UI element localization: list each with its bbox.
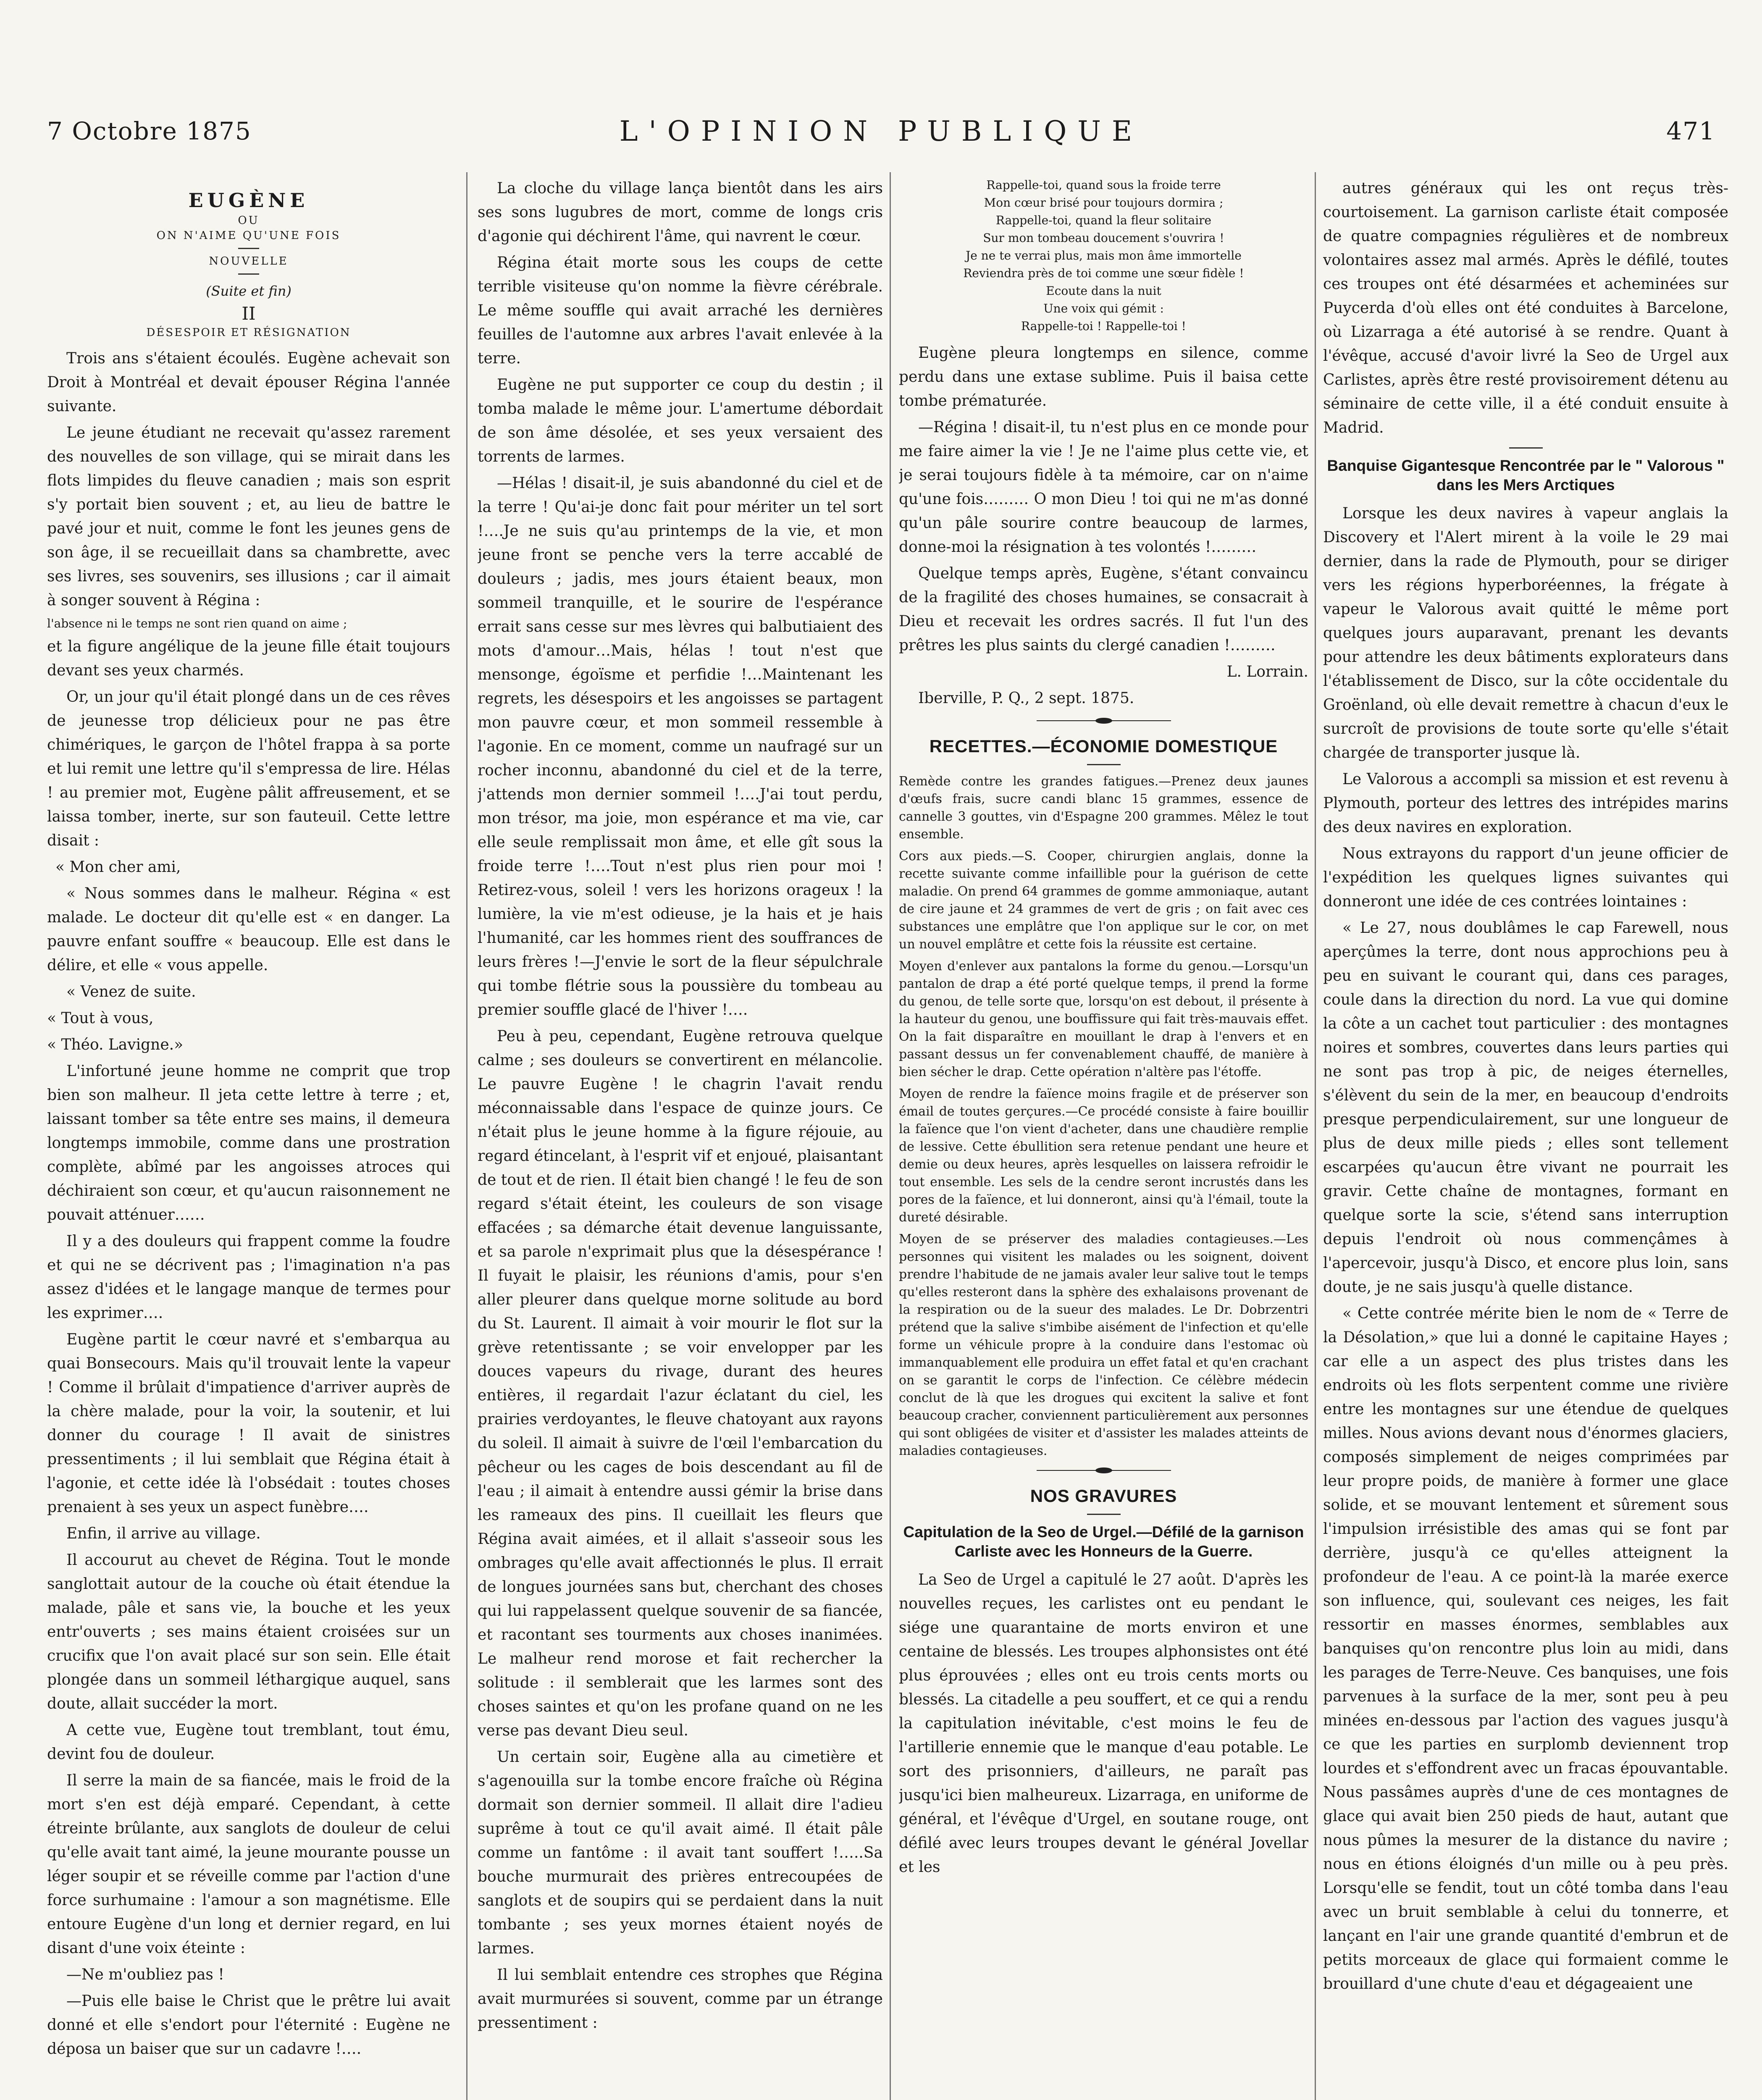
paragraph: Lorsque les deux navires à vapeur anglais la Discovery et l'Alert mirent à la voile le 29 mai dernier, dans la rade de Plymouth, pour se diriger vers les régions hyperboréennes, la frégate à vapeur le Valorous avait quitté le même port quelques jours auparavant, prenant les devants pour attendre les deux bâtiments explorateurs dans l'établissement de Disco, sur la côte occidentale du Groënland, où elle devait remettre à chacun d'eux le surcroît de provisions de toute sorte qu'elle s'était chargée de transporter jusque là. xyxy=(1323,505,1728,761)
poem-line: Rappelle-toi, quand la fleur solitaire xyxy=(995,213,1212,227)
recipe: Remède contre les grandes fatigues.—Prenez deux jaunes d'œufs frais, sucre candi blanc 15 grammes, essence de cannelle 3 gouttes, vin d'Espagne 200 grammes. Mêlez le tout ensemble. xyxy=(899,774,1308,842)
paragraph: —Puis elle baise le Christ que le prêtre lui avait donné et elle s'endort pour l'éternité : Eugène ne déposa un baiser que sur un cadavre !…. xyxy=(47,1992,450,2058)
letter-line: « Mon cher ami, xyxy=(55,858,181,876)
paragraph: Il lui semblait entendre ces strophes que Régina avait murmurées si souvent, comme par un étrange pressentiment : xyxy=(478,1966,883,2032)
divider xyxy=(238,273,259,275)
article-heading-banquise: Banquise Gigantesque Rencontrée par le " Valorous " dans les Mers Arctiques xyxy=(1327,457,1725,494)
paragraph: L'infortuné jeune homme ne comprit que trop bien son malheur. Il jeta cette lettre à terre ; et, laissant tomber sa tête entre ses mains, il demeura longtemps immobile, comme dans une prostration complète, abîmé par les angoisses atroces qui déchiraient son cœur, et qu'aucun raisonnement ne pouvait atténuer…… xyxy=(47,1063,450,1223)
paragraph: et la figure angélique de la jeune fille était toujours devant ses yeux charmés. xyxy=(47,638,450,679)
letter-line: « Venez de suite. xyxy=(66,983,196,1000)
paragraph: Il serre la main de sa fiancée, mais le froid de la mort s'en est déjà emparé. Cependant, à cette étreinte brûlante, aux sanglots de douleur de celui qu'elle avait tant aimé, la jeune mourante pousse un léger soupir et se réveille comme par l'action d'une force surhumaine : l'amour a son magnétisme. Elle entoure Eugène d'un long et dernier regard, en lui disant d'une voix éteinte : xyxy=(47,1772,450,1957)
column-4 xyxy=(1323,176,1728,2100)
recipe: Moyen de rendre la faïence moins fragile et de préserver son émail de toutes gerçures.—Ce procédé consiste à faire bouillir la faïence que l'on vient d'acheter, dans une chaudière remplie de lessive. Cette ébullition sera retenue pendant une heure et demie ou deux heures, après lesquelles on laissera refroidir le tout ensemble. Les sels de la cendre seront incrustés dans les pores de la faïence, et lui donneront, ainsi qu'à l'émail, toute la dureté désirable. xyxy=(899,1087,1308,1225)
story-ou: OU xyxy=(238,214,260,227)
story-title: EUGÈNE xyxy=(188,189,309,212)
chapter-title: DÉSESPOIR ET RÉSIGNATION xyxy=(146,326,351,339)
poem-line: Mon cœur brisé pour toujours dormira ; xyxy=(984,196,1224,210)
paragraph: A cette vue, Eugène tout tremblant, tout ému, devint fou de douleur. xyxy=(47,1722,450,1763)
poem-line: Rappelle-toi ! Rappelle-toi ! xyxy=(1021,319,1186,333)
paragraph: Eugène partit le cœur navré et s'embarqua au quai Bonsecours. Mais qu'il trouvait lente la vapeur ! Comme il brûlait d'impatience d'arriver auprès de la chère malade, pour la voir, la soutenir, et lui donner du courage ! Il avait de sinistres pressentiments ; il lui semblait que Régina était à l'agonie, et cette idée là l'obsédait : toutes choses prenaient à ses yeux un aspect funèbre…. xyxy=(47,1331,450,1516)
poem-line: Une voix qui gémit : xyxy=(1043,302,1164,315)
paragraph: —Régina ! disait-il, tu n'est plus en ce monde pour me faire aimer la vie ! Je ne l'aime plus cette vie, et je serai toujours fidèle à ta mémoire, car on n'aime qu'une fois……… O mon Dieu ! toi qui ne m'as donné qu'un pâle sourire contre beaucoup de larmes, donne-moi la résignation à tes volontés !……… xyxy=(899,419,1308,556)
column-3 xyxy=(899,176,1308,2100)
dateline: Iberville, P. Q., 2 sept. 1875. xyxy=(918,690,1134,707)
paragraph: « Le 27, nous doublâmes le cap Farewell, nous aperçûmes la terre, dont nous approchions peu à peu en suivant le courant qui, dans ces parages, coule dans la direction du nord. La vue qui domine la côte a un cachet tout particulier : des montagnes noires et sombres, couvertes dans leurs parties qui ne sont pas trop à pic, de neiges éternelles, s'élèvent du sein de la mer, en beaucoup d'endroits presque perpendiculairement, sur une longueur de plus de deux mille pieds ; elles sont tellement escarpées qu'aucun être vivant ne pourrait les gravir. Cette chaîne de montagnes, formant en quelque sorte la scie, s'étend sans interruption depuis l'endroit où nous commençâmes à l'apercevoir, jusqu'à Disco, et encore plus loin, sans doute, je ne sais jusqu'à quelle distance. xyxy=(1323,919,1728,1296)
column-rule xyxy=(890,172,891,2100)
newspaper-title: L'OPINION PUBLIQUE xyxy=(619,115,1143,147)
paragraph: La Seo de Urgel a capitulé le 27 août. D'après les nouvelles reçues, les carlistes ont eu pendant le siége une quarantaine de morts environ et une centaine de blessés. Les troupes alphonsistes ont été plus éprouvées ; elles ont eu trois cents morts ou blessés. La citadelle a peu souffert, et ce qui a rendu la capitulation inévitable, c'est moins le feu de l'artillerie ennemie que le manque d'eau potable. Le sort des prisonniers, d'ailleurs, ne paraît pas jusqu'ici bien malheureux. Lizarraga, en uniforme de général, et l'évêque d'Urgel, en soutane rouge, ont défilé avec leurs troupes devant le général Jovellar et les xyxy=(899,1571,1308,1876)
column-rule xyxy=(1315,172,1316,2100)
paragraph: —Hélas ! disait-il, je suis abandonné du ciel et de la terre ! Qu'ai-je donc fait pour mériter un tel sort !….Je ne suis qu'au printemps de la vie, et mon jeune front se penche vers la terre accablé de douleurs ; jadis, mes jours étaient beaux, mon sommeil tranquille, et le sourire de l'espérance errait sans cesse sur mes lèvres qui balbutiaient des mots d'amour…Mais, hélas ! tout n'est que mensonge, égoïsme et perfidie !…Maintenant les regrets, les désespoirs et les angoisses se partagent mon pauvre cœur, et mon sommeil ressemble à l'agonie. En ce moment, comme un naufragé sur un rocher inconnu, abandonné du ciel et de la terre, j'attends mon dernier sommeil !….J'ai tout perdu, mon trésor, ma joie, mon espérance et ma vie, car elle seule remplissait mon âme, et elle gît sous la froide terre !….Tout n'est plus rien pour moi ! Retirez-vous, soleil ! vers les horizons orageux ! la lumière, la vie m'est odieuse, je la hais et je hais l'humanité, car les hommes rient des souffrances de leurs frères !—J'envie le sort de la fleur sépulchrale qui tombe flétrie sous la poussière du tombeau au premier souffle glacé de l'hiver !…. xyxy=(478,475,883,1018)
article-heading-capitulation: Capitulation de la Seo de Urgel.—Défilé de la garnison Carliste avec les Honneurs de la Guerre. xyxy=(903,1523,1304,1560)
column-rule xyxy=(466,172,467,2100)
paragraph: « Cette contrée mérite bien le nom de « Terre de la Désolation,» que lui a donné le capitaine Hayes ; car elle a un aspect des plus tristes dans les endroits où les flots serpentent comme une rivière entre les montagnes sur une étendue de quelques milles. Nous avions devant nous d'énormes glaciers, composés simplement de neiges comprimées par leur propre poids, de manière à former une glace solide, et se mouvant lentement et sûrement sous l'impulsion irrésistible des amas qui se font par derrière, jusqu'à ce qu'elles atteignent la profondeur de l'eau. A ce point-là la marée exerce son influence, qui, soulevant ces neiges, les fait ressortir en masses énormes, semblables aux banquises qu'on rencontre plus loin au midi, dans les parages de Terre-Neuve. Ces banquises, une fois parvenues à la surface de la mer, sont peu à peu minées en-dessous par l'action des vagues jusqu'à ce que les parties en surplomb deviennent trop lourdes et s'effondrent avec un fracas épouvantable. Nous passâmes auprès d'une de ces montagnes de glace qui avait bien 250 pieds de haut, autant que nous pûmes la mesurer de la distance du navire ; nous en étions éloignés d'un mille ou à peu près. Lorsqu'elle se fendit, tout un côté tomba dans l'eau avec un bruit semblable à celui du tonnerre, et lançant en l'air une grande quantité d'embrun et de petits morceaux de glace qui formaient comme le brouillard d'une chute d'eau et dégageaient une xyxy=(1323,1305,1728,1992)
recipe: Moyen d'enlever aux pantalons la forme du genou.—Lorsqu'un pantalon de drap a été porté quelque temps, il prend la forme du genou, de telle sorte que, lorsqu'on est debout, il présente à la hauteur du genou, une bouffissure qui fait très-mauvais effet. On la fait disparaître en mouillant le drap à l'envers et en passant dessus un fer convenablement chauffé, de manière à bien sécher le drap. Cette opération n'altère pas l'étoffe. xyxy=(899,959,1308,1079)
paragraph: La cloche du village lança bientôt dans les airs ses sons lugubres de mort, comme de longs cris d'agonie qui déchirent l'âme, qui navrent le cœur. xyxy=(478,180,883,245)
poem xyxy=(899,176,1308,335)
paragraph: Nous extrayons du rapport d'un jeune officier de l'expédition les quelques lignes suivantes qui donneront une idée de ces contrées lointaines : xyxy=(1323,845,1728,910)
poem-line: Reviendra près de toi comme une sœur fidèle ! xyxy=(963,266,1244,280)
paragraph: Il y a des douleurs qui frappent comme la foudre et qui ne se décrivent pas ; l'imagination n'a pas assez d'idées et le langage manque de termes pour les exprimer…. xyxy=(47,1233,450,1322)
chapter-number: II xyxy=(242,303,256,324)
page-number: 471 xyxy=(1666,117,1715,145)
paragraph: Le Valorous a accompli sa mission et est revenu à Plymouth, porteur des lettres des intrépides marins des deux navires en exploration. xyxy=(1323,771,1728,836)
paragraph: Le jeune étudiant ne recevait qu'assez rarement des nouvelles de son village, qui se mirait dans les flots limpides du fleuve canadien ; mais son esprit s'y portait bien souvent ; et, au lieu de battre le pavé jour et nuit, comme le font les jeunes gens de son âge, il se recueillait dans sa chambrette, avec ses livres, ses souvenirs, ses illusions ; car il aimait à songer souvent à Régina : xyxy=(47,424,450,609)
paragraph: Il accourut au chevet de Régina. Tout le monde sanglottait autour de la couche où était étendue la malade, pâle et sans vie, la bouche et les yeux entr'ouverts ; ses mains étaient croisées sur un crucifix que l'on avait placé sur son sein. Elle était plongée dans un sommeil léthargique auquel, sans doute, allait succéder la mort. xyxy=(47,1551,450,1712)
poem-line: Je ne te verrai plus, mais mon âme immortelle xyxy=(966,249,1242,262)
paragraph: Peu à peu, cependant, Eugène retrouva quelque calme ; ses douleurs se convertirent en mélancolie. Le pauvre Eugène ! le chagrin l'avait rendu méconnaissable dans l'espace de quinze jours. Ce n'était plus le jeune homme à la figure réjouie, au regard étincelant, à l'esprit vif et enjoué, plaisantant de tout et de rien. Il était bien changé ! le feu de son regard s'était éteint, les couleurs de son visage effacées ; sa démarche était devenue languissante, et sa parole n'exprimait plus que la désespérance ! Il fuyait le plaisir, les réunions d'amis, pour s'en aller pleurer dans quelque morne solitude au bord du St. Laurent. Il aimait à voir mourir le flot sur la grève retentissante ; se voir envelopper par les douces vapeurs du rivage, durant des heures entières, il regardait l'azur éclatant du ciel, les prairies verdoyantes, le fleuve chatoyant aux rayons du soleil. Il aimait à suivre de l'œil l'embarcation du pêcheur ou les cages de bois descendant au fil de l'eau ; il aimait à entendre aussi gémir la brise dans les rameaux des pins. Il cueillait les fleurs que Régina avait aimées, et il allait s'asseoir sous les ombrages qu'elle avait affectionnés le plus. Il errait de longues journées sans but, cherchant des choses qui lui rappelassent quelque souvenir de sa fiancée, et racontant ses tourments aux choses inanimées. Le malheur rend morose et fait rechercher la solitude : il semblerait que les larmes sont des choses saintes et qu'on les profane quand on ne les verse pas devant Dieu seul. xyxy=(478,1028,883,1739)
paragraph: Enfin, il arrive au village. xyxy=(66,1525,261,1542)
section-heading-recettes: RECETTES.—ÉCONOMIE DOMESTIQUE xyxy=(929,736,1278,756)
letter-line: « Tout à vous, xyxy=(47,1010,154,1027)
poem-line: Sur mon tombeau doucement s'ouvrira ! xyxy=(983,231,1224,245)
paragraph: Trois ans s'étaient écoulés. Eugène achevait son Droit à Montréal et devait épouser Régina l'année suivante. xyxy=(47,350,450,415)
masthead xyxy=(47,108,1715,155)
paragraph: Un certain soir, Eugène alla au cimetière et s'agenouilla sur la tombe encore fraîche où Régina dormait son dernier sommeil. Il allait dire l'adieu suprême à tout ce qu'il avait aimé. Il était pâle comme un fantôme : il avait tant souffert !…..Sa bouche murmurait des prières entrecoupées de sanglots et de soupirs qui se perdaient dans la nuit tombante ; ses yeux mornes étaient noyés de larmes. xyxy=(478,1748,883,1957)
column-2 xyxy=(478,176,883,2100)
verse-line: l'absence ni le temps ne sont rien quand on aime ; xyxy=(47,617,347,630)
paragraph: Or, un jour qu'il était plongé dans un de ces rêves de jeunesse trop délicieux pour ne pas être chimériques, le garçon de l'hôtel frappa à sa porte et lui remit une lettre qu'il s'empressa de lire. Hélas ! au premier mot, Eugène pâlit affreusement, et se laissa tomber, inerte, sur son fauteuil. Cette lettre disait : xyxy=(47,688,450,849)
divider xyxy=(1087,1514,1121,1515)
divider xyxy=(238,248,259,249)
paragraph: autres généraux qui les ont reçus très-courtoisement. La garnison carliste était composée de quatre compagnies régulières et de nombreux volontaires assez mal armés. Après le défilé, toutes ces troupes ont été désarmées et acheminées sur Puycerda d'où elles ont été conduites à Barcelone, où Lizarraga a été autorisé à se rendre. Quant à l'évêque, accusé d'avoir livré la Seo de Urgel aux Carlistes, après être resté provisoirement détenu au séminaire de cette ville, il a été conduit ensuite à Madrid. xyxy=(1323,180,1728,436)
paragraph: —Ne m'oubliez pas ! xyxy=(66,1966,224,1983)
section-heading-gravures: NOS GRAVURES xyxy=(1030,1486,1177,1506)
divider xyxy=(1087,764,1121,765)
author-signature: L. Lorrain. xyxy=(1226,663,1308,680)
poem-line: Rappelle-toi, quand sous la froide terre xyxy=(986,178,1221,192)
column-1 xyxy=(47,176,450,2100)
letter-line: « Nous sommes dans le malheur. Régina « est malade. Le docteur dit qu'elle est « en danger. La pauvre enfant souffre « beaucoup. Elle est dans le délire, et elle « vous appelle. xyxy=(47,885,450,974)
ornament-divider xyxy=(1037,718,1171,724)
paragraph: Régina était morte sous les coups de cette terrible visiteuse qu'on nomme la fièvre cérébrale. Le même souffle qui avait arraché les dernières feuilles de l'automne aux arbres l'avait enlevée à la terre. xyxy=(478,254,883,367)
ornament-divider xyxy=(1037,1467,1171,1473)
story-continuation: (Suite et fin) xyxy=(206,283,291,299)
paragraph: Eugène pleura longtemps en silence, comme perdu dans une extase sublime. Puis il baisa cette tombe prématurée. xyxy=(899,344,1308,410)
letter-signature: « Théo. Lavigne.» xyxy=(47,1036,184,1053)
recipe: Moyen de se préserver des maladies contagieuses.—Les personnes qui visitent les malades ou les soignent, doivent prendre l'habitude de ne jamais avaler leur salive tout le temps qu'elles resteront dans la sphère des exhalaisons provenant de la respiration ou de la sueur des malades. Le Dr. Dobrzentri prétend que la salive s'imbibe aisément de l'infection et qu'elle forme un véhicule propre à la conduire dans l'estomac où immanquablement elle produira un effet fatal et qu'en crachant on se garantit le corps de l'infection. Ce célèbre médecin conclut de là que les drogues qui excitent la salive et font beaucoup cracher, conviennent particulièrement aux personnes qui sont obligées de visiter et d'assister les malades atteints de maladies contagieuses. xyxy=(899,1232,1308,1458)
issue-date: 7 Octobre 1875 xyxy=(47,117,252,145)
story-subtitle: ON N'AIME QU'UNE FOIS xyxy=(156,229,341,242)
paragraph: Quelque temps après, Eugène, s'étant convaincu de la fragilité des choses humaines, se consacrait à Dieu et recevait les ordres sacrés. Il fut l'un des prêtres les plus saints du clergé canadien !……… xyxy=(899,565,1308,654)
divider xyxy=(1509,447,1543,449)
story-kind: NOUVELLE xyxy=(209,255,289,268)
paragraph: Eugène ne put supporter ce coup du destin ; il tomba malade le même jour. L'amertume débordait de son âme désolée, et ses yeux versaient des torrents de larmes. xyxy=(478,376,883,465)
poem-line: Ecoute dans la nuit xyxy=(1046,284,1161,298)
recipe: Cors aux pieds.—S. Cooper, chirurgien anglais, donne la recette suivante comme infaillible pour la guérison de cette maladie. On prend 64 grammes de gomme ammoniaque, autant de cire jaune et 24 grammes de vert de gris ; on fait avec ces substances une emplâtre que l'on applique sur le cor, on met un nouvel emplâtre et cette fois la réussite est certaine. xyxy=(899,849,1308,952)
